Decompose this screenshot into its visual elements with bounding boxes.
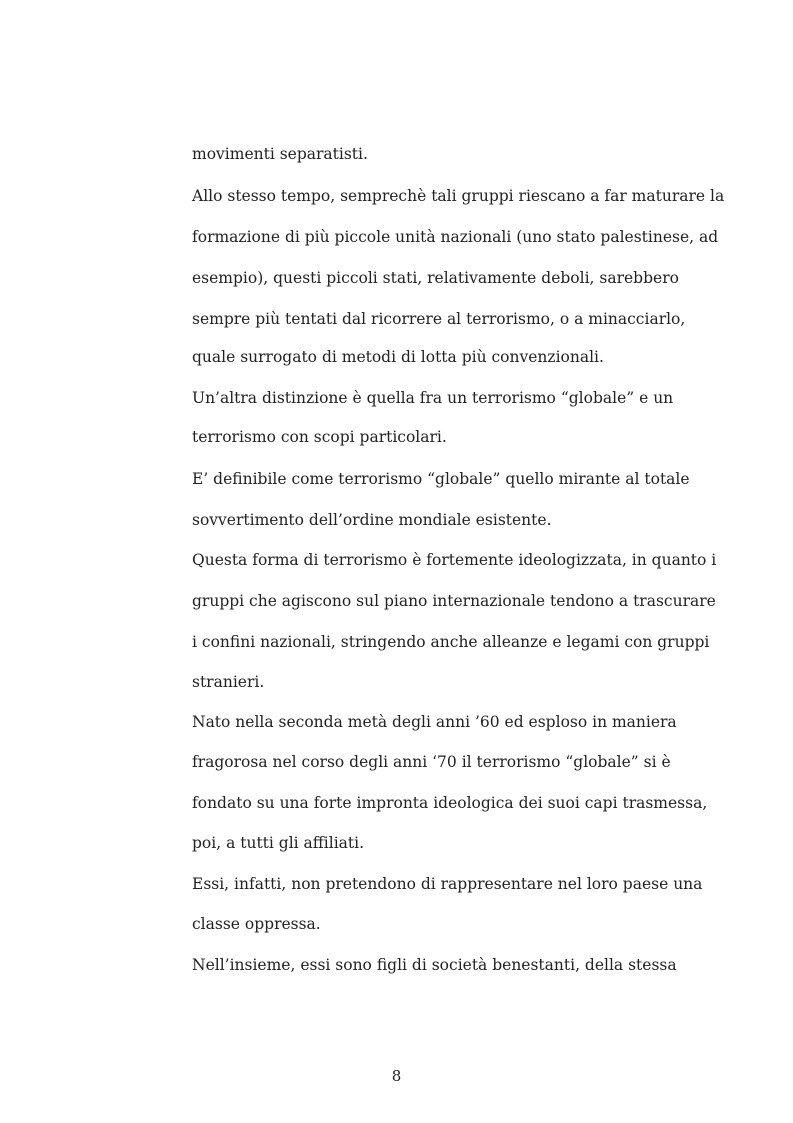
text-line: sovvertimento dell’ordine mondiale esistente.	[192, 511, 552, 529]
text-line: esempio), questi piccoli stati, relativamente deboli, sarebbero	[192, 269, 679, 287]
text-line: i confini nazionali, stringendo anche alleanze e legami con gruppi	[192, 633, 710, 651]
text-line: movimenti separatisti.	[192, 145, 368, 163]
text-line: E’ definibile come terrorismo “globale” quello mirante al totale	[192, 470, 690, 488]
text-line: poi, a tutti gli affiliati.	[192, 834, 365, 852]
text-line: Un’altra distinzione è quella fra un terrorismo “globale” e un	[192, 389, 674, 407]
text-line: quale surrogato di metodi di lotta più convenzionali.	[192, 348, 604, 366]
text-line: formazione di più piccole unità nazionali (uno stato palestinese, ad	[192, 228, 719, 246]
page-number: 8	[391, 1067, 402, 1085]
text-line: Nato nella seconda metà degli anni ’60 ed esploso in maniera	[192, 713, 677, 731]
text-line: Questa forma di terrorismo è fortemente ideologizzata, in quanto i	[192, 551, 717, 569]
text-line: Nell’insieme, essi sono figli di società benestanti, della stessa	[192, 956, 677, 974]
text-line: Essi, infatti, non pretendono di rappresentare nel loro paese una	[192, 875, 703, 893]
text-line: stranieri.	[192, 673, 265, 691]
text-line: fragorosa nel corso degli anni ‘70 il terrorismo “globale” si è	[192, 753, 671, 771]
text-line: terrorismo con scopi particolari.	[192, 428, 447, 446]
text-line: gruppi che agiscono sul piano internazionale tendono a trascurare	[192, 592, 716, 610]
text-line: classe oppressa.	[192, 915, 321, 933]
text-line: sempre più tentati dal ricorrere al terrorismo, o a minacciarlo,	[192, 310, 686, 328]
text-line: Allo stesso tempo, semprechè tali gruppi riescano a far maturare la	[192, 187, 725, 205]
text-line: fondato su una forte impronta ideologica dei suoi capi trasmessa,	[192, 794, 708, 812]
